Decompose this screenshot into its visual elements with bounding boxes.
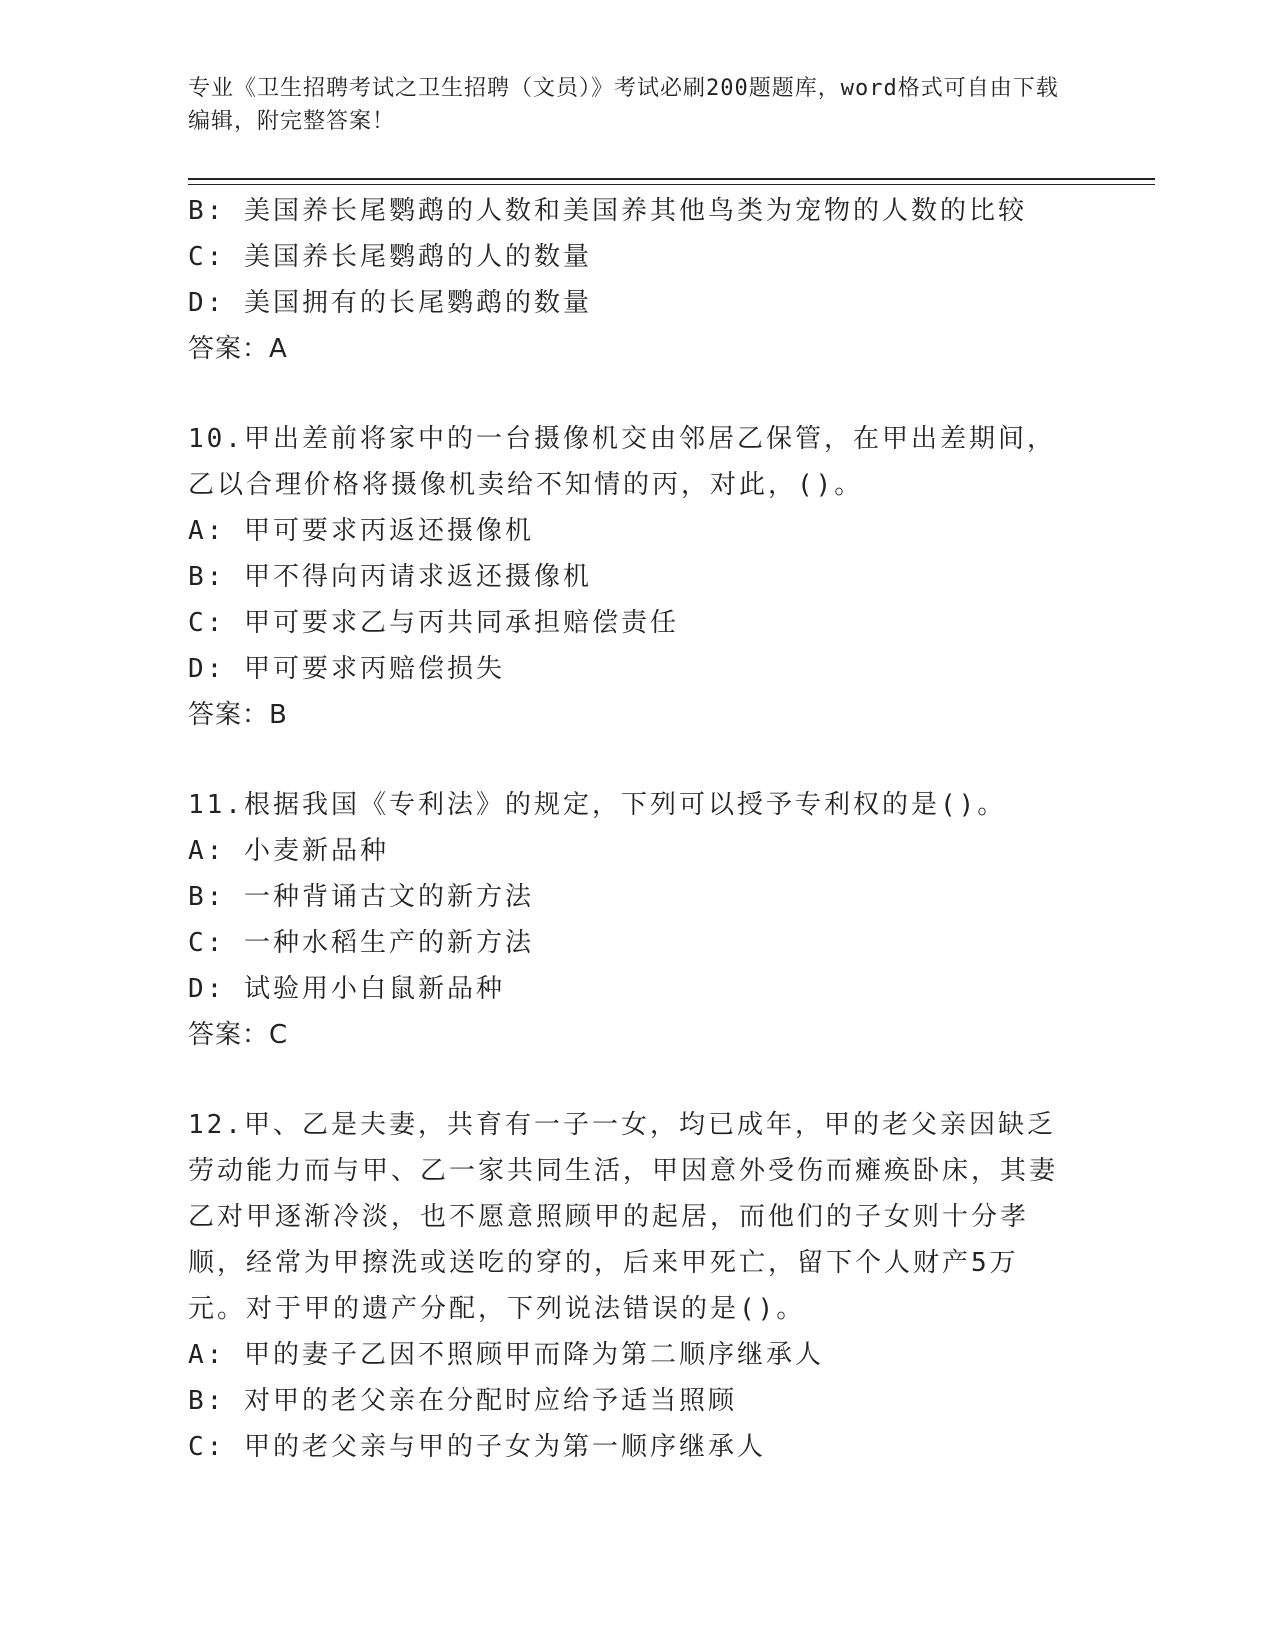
document-header: 专业《卫生招聘考试之卫生招聘（文员）》考试必刷200题题库，word格式可自由下载编辑，附完整答案！ <box>188 76 1059 134</box>
header-rule-thick <box>188 178 1155 180</box>
option-b: B: 美国养长尾鹦鹉的人数和美国养其他鸟类为宠物的人数的比较 <box>188 196 1027 226</box>
spacer <box>188 738 1088 782</box>
question-text: 11.根据我国《专利法》的规定，下列可以授予专利权的是()。 <box>188 790 1007 820</box>
header-rule-thin <box>188 184 1155 185</box>
option-d: D: 美国拥有的长尾鹦鹉的数量 <box>188 288 592 318</box>
option-d: D: 甲可要求丙赔偿损失 <box>188 654 505 684</box>
question-11-block <box>188 782 1088 1058</box>
answer-line: 答案：C <box>188 1020 289 1050</box>
option-a: A: 小麦新品种 <box>188 836 389 866</box>
option-c: C: 一种水稻生产的新方法 <box>188 928 534 958</box>
question-text: 12.甲、乙是夫妻，共育有一子一女，均已成年，甲的老父亲因缺乏劳动能力而与甲、乙一家共同生活，甲因意外受伤而瘫痪卧床，其妻乙对甲逐渐冷淡，也不愿意照顾甲的起居，而他们的子女则十分孝顺，经常为甲擦洗或送吃的穿的，后来甲死亡，留下个人财产5万元。对于甲的遗产分配，下列说法错误的是()。 <box>188 1110 1059 1324</box>
question-text: 10.甲出差前将家中的一台摄像机交由邻居乙保管，在甲出差期间，乙以合理价格将摄像机卖给不知情的丙，对此，()。 <box>188 424 1056 500</box>
option-c: C: 美国养长尾鹦鹉的人的数量 <box>188 242 592 272</box>
answer-line: 答案：B <box>188 700 288 730</box>
option-a: A: 甲可要求丙返还摄像机 <box>188 516 534 546</box>
spacer <box>188 1058 1088 1102</box>
question-12-block <box>188 1102 1088 1470</box>
question-content <box>188 188 1088 1470</box>
option-a: A: 甲的妻子乙因不照顾甲而降为第二顺序继承人 <box>188 1340 824 1370</box>
option-c: C: 甲的老父亲与甲的子女为第一顺序继承人 <box>188 1432 766 1462</box>
option-b: B: 对甲的老父亲在分配时应给予适当照顾 <box>188 1386 737 1416</box>
option-c: C: 甲可要求乙与丙共同承担赔偿责任 <box>188 608 679 638</box>
option-d: D: 试验用小白鼠新品种 <box>188 974 505 1004</box>
question-9-block <box>188 188 1088 372</box>
answer-line: 答案：A <box>188 334 288 364</box>
option-b: B: 甲不得向丙请求返还摄像机 <box>188 562 592 592</box>
spacer <box>188 372 1088 416</box>
option-b: B: 一种背诵古文的新方法 <box>188 882 534 912</box>
question-10-block <box>188 416 1088 738</box>
